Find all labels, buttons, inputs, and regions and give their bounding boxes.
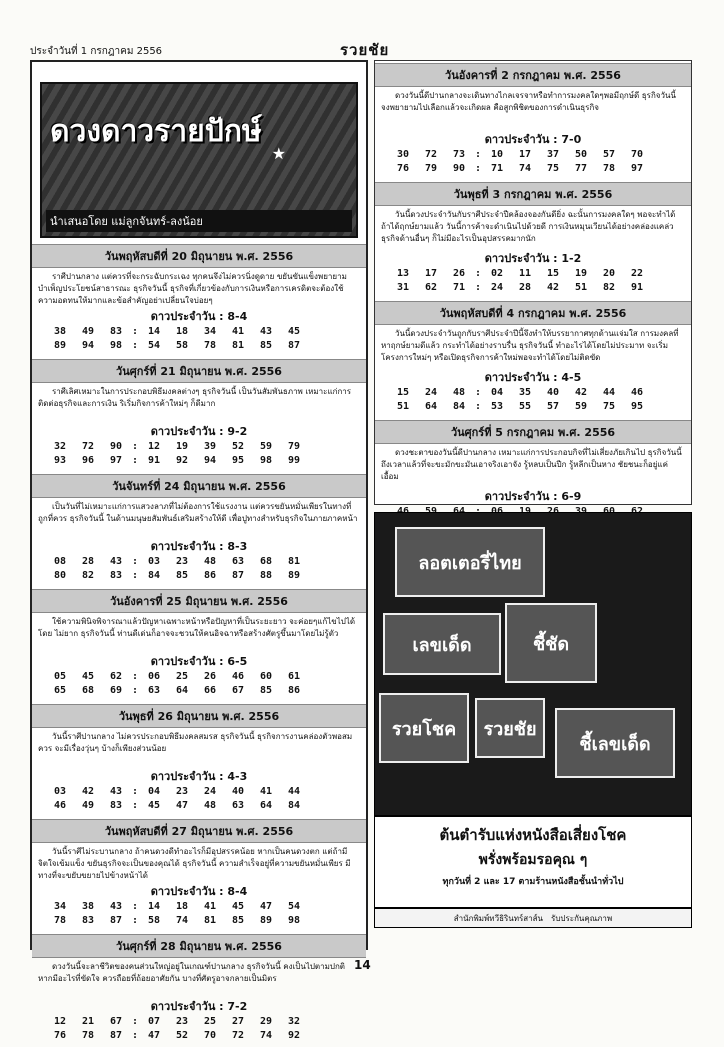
lucky-number: 87 bbox=[109, 1030, 123, 1041]
lucky-number: 30 bbox=[396, 149, 410, 160]
lucky-number: 57 bbox=[546, 401, 560, 412]
lucky-number: 95 bbox=[231, 455, 245, 466]
lucky-number: 10 bbox=[490, 149, 504, 160]
lucky-number-row bbox=[389, 282, 683, 296]
number-separator: : bbox=[474, 268, 482, 279]
magazine-covers-photo bbox=[374, 512, 692, 816]
lucky-number-grid bbox=[32, 326, 366, 357]
lucky-number-row bbox=[389, 163, 683, 177]
lucky-number: 91 bbox=[147, 455, 161, 466]
lucky-number: 86 bbox=[203, 570, 217, 581]
lucky-number: 43 bbox=[109, 786, 123, 797]
lucky-number-grid bbox=[32, 556, 366, 587]
day-forecast-text: วันนี้ราศีปานกลาง ไม่ควรประกอบพิธีมงคลสมรส ธุรกิจวันนี้ ธุรกิจการงานคล่องตัวพอสม ควร จะมีเรื่องวุ่นๆ บ้างก็เพียงส่วนน้อย bbox=[38, 732, 353, 753]
lucky-number: 67 bbox=[231, 685, 245, 696]
lucky-number: 66 bbox=[203, 685, 217, 696]
lucky-number: 45 bbox=[81, 671, 95, 682]
lucky-number-row bbox=[46, 556, 358, 570]
lucky-number: 84 bbox=[287, 800, 301, 811]
lucky-number: 17 bbox=[518, 149, 532, 160]
left-day-list bbox=[32, 244, 366, 1047]
day-heading: วันจันทร์ที่ 24 มิถุนายน พ.ศ. 2556 bbox=[32, 474, 366, 498]
lucky-number: 23 bbox=[175, 786, 189, 797]
magazine-cover: ชี้เลขเด็ด bbox=[555, 708, 675, 778]
lucky-number: 48 bbox=[203, 556, 217, 567]
lucky-number: 42 bbox=[546, 282, 560, 293]
lucky-number-grid bbox=[32, 786, 366, 817]
banner-presenter: นำเสนอโดย แม่ลูกจันทร์-ลงน้อย bbox=[46, 210, 352, 232]
lucky-number: 29 bbox=[259, 1016, 273, 1027]
lucky-number: 70 bbox=[630, 149, 644, 160]
promo-headline: ต้นตำรับแห่งหนังสือเสี่ยงโชค bbox=[439, 826, 627, 844]
star-icon: ★ bbox=[271, 144, 286, 163]
lucky-number: 61 bbox=[287, 671, 301, 682]
publisher-credit bbox=[374, 908, 692, 928]
day-heading: วันพฤหัสบดีที่ 4 กรกฎาคม พ.ศ. 2556 bbox=[375, 301, 691, 325]
number-separator: : bbox=[474, 401, 482, 412]
day-heading: วันอังคารที่ 2 กรกฎาคม พ.ศ. 2556 bbox=[375, 63, 691, 87]
day-forecast-text: ใช้ความพินิจพิจารณาแล้วปัญหาเฉพาะหน้าหรือปัญหาที่เป็นระยะยาว จะค่อยๆแก้ไขไปได้โดย ไม่ยาก ธุรกิจวันนี้ ท่านดีเด่นก็อาจจะชวนให้คนอิจฉาหรือสร้างศัตรูขึ้นมาโดยไม่รู้ตัว bbox=[38, 617, 356, 638]
day-heading: วันอังคารที่ 25 มิถุนายน พ.ศ. 2556 bbox=[32, 589, 366, 613]
daily-star-label: ดาวประจำวัน : 6-5 bbox=[150, 655, 248, 668]
lucky-number: 59 bbox=[259, 441, 273, 452]
lucky-number: 95 bbox=[630, 401, 644, 412]
lucky-number: 45 bbox=[231, 901, 245, 912]
promo-schedule: ทุกวันที่ 2 และ 17 ตามร้านหนังสือชั้นนำทั่วไป bbox=[442, 877, 624, 887]
number-separator: : bbox=[474, 149, 482, 160]
lucky-number-grid bbox=[32, 1016, 366, 1047]
number-separator: : bbox=[131, 1016, 139, 1027]
lucky-number: 62 bbox=[424, 282, 438, 293]
lucky-number: 43 bbox=[109, 901, 123, 912]
lucky-number: 41 bbox=[203, 901, 217, 912]
lucky-number: 19 bbox=[574, 268, 588, 279]
lucky-number: 35 bbox=[518, 387, 532, 398]
lucky-number: 51 bbox=[396, 401, 410, 412]
lucky-number: 64 bbox=[259, 800, 273, 811]
lucky-number: 97 bbox=[109, 455, 123, 466]
daily-star-label: ดาวประจำวัน : 6-9 bbox=[484, 490, 582, 503]
lucky-number: 75 bbox=[546, 163, 560, 174]
lucky-number: 72 bbox=[231, 1030, 245, 1041]
daily-star-label: ดาวประจำวัน : 4-3 bbox=[150, 770, 248, 783]
lucky-number: 42 bbox=[81, 786, 95, 797]
day-forecast-text: ดวงวันนี้ดีปานกลางจะเดินทางไกลเจรจาหรือทำการมงคลใดๆพอมีฤกษ์ดี ธุรกิจวันนี้ จงพยายามไปเลือกแล้วจะเกิดผล คือสูกพิชิตของการดำเนินธุรกิจ bbox=[381, 91, 676, 112]
lucky-number: 44 bbox=[602, 387, 616, 398]
lucky-number: 04 bbox=[147, 786, 161, 797]
lucky-number: 23 bbox=[175, 556, 189, 567]
lucky-number: 65 bbox=[53, 685, 67, 696]
lucky-number: 41 bbox=[259, 786, 273, 797]
lucky-number: 68 bbox=[81, 685, 95, 696]
lucky-number: 46 bbox=[630, 387, 644, 398]
lucky-number: 92 bbox=[175, 455, 189, 466]
lucky-number: 98 bbox=[287, 915, 301, 926]
number-separator: : bbox=[131, 915, 139, 926]
lucky-number: 26 bbox=[452, 268, 466, 279]
magazine-cover: ชี้ชัด bbox=[505, 603, 597, 683]
lucky-number: 82 bbox=[602, 282, 616, 293]
lucky-number: 54 bbox=[287, 901, 301, 912]
lucky-number: 69 bbox=[109, 685, 123, 696]
lucky-number: 39 bbox=[203, 441, 217, 452]
lucky-number-grid bbox=[375, 268, 691, 299]
lucky-number: 85 bbox=[175, 570, 189, 581]
lucky-number: 03 bbox=[147, 556, 161, 567]
lucky-number: 73 bbox=[452, 149, 466, 160]
number-separator: : bbox=[474, 387, 482, 398]
lucky-number: 46 bbox=[53, 800, 67, 811]
lucky-number: 70 bbox=[203, 1030, 217, 1041]
lucky-number: 74 bbox=[175, 915, 189, 926]
lucky-number: 02 bbox=[490, 268, 504, 279]
lucky-number: 78 bbox=[53, 915, 67, 926]
lucky-number: 47 bbox=[175, 800, 189, 811]
lucky-number: 67 bbox=[109, 1016, 123, 1027]
lucky-number: 41 bbox=[231, 326, 245, 337]
lucky-number: 11 bbox=[518, 268, 532, 279]
day-heading: วันศุกร์ที่ 5 กรกฎาคม พ.ศ. 2556 bbox=[375, 420, 691, 444]
lucky-number: 58 bbox=[147, 915, 161, 926]
lucky-number: 92 bbox=[287, 1030, 301, 1041]
lucky-number: 52 bbox=[175, 1030, 189, 1041]
lucky-number: 64 bbox=[175, 685, 189, 696]
day-heading: วันพฤหัสบดีที่ 27 มิถุนายน พ.ศ. 2556 bbox=[32, 819, 366, 843]
right-day-list bbox=[375, 63, 691, 537]
lucky-number-row bbox=[46, 1016, 358, 1030]
lucky-number: 59 bbox=[574, 401, 588, 412]
lucky-number: 37 bbox=[546, 149, 560, 160]
lucky-number: 15 bbox=[396, 387, 410, 398]
lucky-number: 17 bbox=[424, 268, 438, 279]
lucky-number: 53 bbox=[490, 401, 504, 412]
lucky-number-row bbox=[389, 149, 683, 163]
magazine-cover: เลขเด็ด bbox=[383, 613, 501, 675]
lucky-number: 96 bbox=[81, 455, 95, 466]
lucky-number-grid bbox=[32, 671, 366, 702]
lucky-number-row bbox=[46, 326, 358, 340]
lucky-number-row bbox=[46, 685, 358, 699]
day-forecast-text: วันนี้ดวงประจำวันกับราศีประจำปีคล้องจองกันดียิ่ง ฉะนั้นการมงคลใดๆ พอจะทำได้ ถ้าได้ฤกษ์ยามแล้ว วันนี้การค้าจะดำเนินไปด้วยดี การเงินหมุนเวียนได้อย่างคล่องแคล่ว ธุรกิจด้านอื่นๆ ก็ไม่มีอะไรเป็นอุปสรรคมากนัก bbox=[381, 210, 676, 243]
day-forecast-text: วันนี้ราศีไม่ระบานกลาง ถ้าคนดวงดีทำอะไรก็มีอุปสรรคน้อย หากเป็นคนดวงตก แต่ถ้ามีจิตใจเข้มแข็ง ขยันธุรกิจจะเป็นของคุณได้ ธุรกิจวันนี้ ความสำเร็จอยู่ที่ความขยันหมั่นเพียร มีทางที่จะขยับขยายไปข้างหน้าได้ bbox=[38, 847, 351, 880]
lucky-number: 98 bbox=[109, 340, 123, 351]
lucky-number-grid bbox=[375, 387, 691, 418]
lucky-number: 81 bbox=[287, 556, 301, 567]
lucky-number-row bbox=[46, 441, 358, 455]
lucky-number: 28 bbox=[518, 282, 532, 293]
lucky-number-row bbox=[389, 401, 683, 415]
lucky-number-row bbox=[46, 455, 358, 469]
lucky-number: 62 bbox=[109, 671, 123, 682]
lucky-number: 32 bbox=[287, 1016, 301, 1027]
lucky-number: 25 bbox=[175, 671, 189, 682]
daily-star-label: ดาวประจำวัน : 4-5 bbox=[484, 371, 582, 384]
number-separator: : bbox=[131, 441, 139, 452]
lucky-number: 34 bbox=[53, 901, 67, 912]
lucky-number: 64 bbox=[424, 401, 438, 412]
lucky-number: 57 bbox=[602, 149, 616, 160]
lucky-number: 24 bbox=[203, 786, 217, 797]
lucky-number: 60 bbox=[259, 671, 273, 682]
lucky-number: 87 bbox=[109, 915, 123, 926]
lucky-number: 75 bbox=[602, 401, 616, 412]
magazine-cover: รวยโชค bbox=[379, 693, 469, 763]
lucky-number-grid bbox=[32, 901, 366, 932]
promo-box bbox=[374, 816, 692, 908]
lucky-number: 24 bbox=[490, 282, 504, 293]
lucky-number: 26 bbox=[203, 671, 217, 682]
number-separator: : bbox=[131, 570, 139, 581]
day-forecast-text: ดวงชะตาของวันนี้ดีปานกลาง เหมาะแก่การประกอบกิจที่ไม่เสี่ยงภัยเกินไป ธุรกิจวันนี้ ถึงเวลาแล้วที่จะขะมักขะมันเอาจริงเอาจัง รู้หลบเป็นปีก รู้หลีกเป็นหาง ชัยชนะก็อยู่แค่เอื้อม bbox=[381, 448, 682, 481]
lucky-number: 21 bbox=[81, 1016, 95, 1027]
lucky-number-row bbox=[46, 800, 358, 814]
lucky-number-row bbox=[46, 671, 358, 685]
lucky-number: 18 bbox=[175, 901, 189, 912]
lucky-number-grid bbox=[32, 441, 366, 472]
lucky-number: 79 bbox=[424, 163, 438, 174]
lucky-number: 76 bbox=[53, 1030, 67, 1041]
lucky-number: 08 bbox=[53, 556, 67, 567]
day-forecast-text: ราศีเลิศเหมาะในการประกอบพิธีมงคลต่างๆ ธุรกิจวันนี้ เป็นวันสัมพันธภาพ เหมาะแก่การติดต่อธุรกิจและการเงิน ริเริ่มกิจการค้าใหม่ๆ ก็ดีมาก bbox=[38, 387, 352, 408]
number-separator: : bbox=[131, 340, 139, 351]
lucky-number: 48 bbox=[452, 387, 466, 398]
publisher-name: สำนักพิมพ์ทวีธิรินทร์สาส์น bbox=[453, 913, 544, 923]
lucky-number: 24 bbox=[424, 387, 438, 398]
number-separator: : bbox=[131, 685, 139, 696]
lucky-number: 72 bbox=[81, 441, 95, 452]
lucky-number: 83 bbox=[109, 326, 123, 337]
lucky-number: 77 bbox=[574, 163, 588, 174]
lucky-number: 84 bbox=[147, 570, 161, 581]
day-heading: วันศุกร์ที่ 21 มิถุนายน พ.ศ. 2556 bbox=[32, 359, 366, 383]
number-separator: : bbox=[131, 455, 139, 466]
day-forecast-text: ราศีปานกลาง แต่ควรที่จะกระฉับกระเฉง ทุกคนจึงไม่ควรนิ่งดูดาย ขยันขันแข็งพยายามบำเพ็ญประโยชน์สาธารณะ ธุรกิจวันนี้ ธุรกิจที่เกี่ยวข้องกับการเงินหรือการเครดิตจะต้องใช้ความอดทนให้มากและข้อสำคัญอย่าเปลี่ยนใจบ่อยๆ bbox=[38, 272, 347, 305]
lucky-number-row bbox=[46, 901, 358, 915]
lucky-number: 90 bbox=[452, 163, 466, 174]
lucky-number: 38 bbox=[53, 326, 67, 337]
lucky-number: 54 bbox=[147, 340, 161, 351]
left-column bbox=[30, 60, 368, 1041]
lucky-number: 82 bbox=[81, 570, 95, 581]
lucky-number: 22 bbox=[630, 268, 644, 279]
lucky-number: 87 bbox=[231, 570, 245, 581]
lucky-number: 85 bbox=[259, 340, 273, 351]
lucky-number: 04 bbox=[490, 387, 504, 398]
lucky-number: 40 bbox=[231, 786, 245, 797]
daily-star-label: ดาวประจำวัน : 8-3 bbox=[150, 540, 248, 553]
lucky-number: 74 bbox=[518, 163, 532, 174]
lucky-number: 83 bbox=[109, 570, 123, 581]
day-heading: วันพฤหัสบดีที่ 20 มิถุนายน พ.ศ. 2556 bbox=[32, 244, 366, 268]
lucky-number: 80 bbox=[53, 570, 67, 581]
lucky-number: 81 bbox=[203, 915, 217, 926]
horoscope-banner bbox=[40, 82, 358, 238]
lucky-number: 43 bbox=[109, 556, 123, 567]
lucky-number: 25 bbox=[203, 1016, 217, 1027]
lucky-number: 31 bbox=[396, 282, 410, 293]
number-separator: : bbox=[131, 326, 139, 337]
number-separator: : bbox=[474, 282, 482, 293]
lucky-number: 52 bbox=[231, 441, 245, 452]
lucky-number: 23 bbox=[175, 1016, 189, 1027]
lucky-number: 86 bbox=[287, 685, 301, 696]
magazine-cover: ลอตเตอรี่ไทย bbox=[395, 527, 545, 597]
lucky-number: 19 bbox=[175, 441, 189, 452]
lucky-number: 72 bbox=[424, 149, 438, 160]
magazine-logo: รวยชัย bbox=[340, 41, 390, 59]
lucky-number: 44 bbox=[287, 786, 301, 797]
lucky-number: 90 bbox=[109, 441, 123, 452]
lucky-number: 43 bbox=[259, 326, 273, 337]
lucky-number: 89 bbox=[287, 570, 301, 581]
lucky-number: 12 bbox=[53, 1016, 67, 1027]
lucky-number: 85 bbox=[259, 685, 273, 696]
daily-star-label: ดาวประจำวัน : 8-4 bbox=[150, 310, 248, 323]
lucky-number: 83 bbox=[109, 800, 123, 811]
right-column bbox=[374, 60, 692, 505]
lucky-number-row bbox=[46, 1030, 358, 1044]
lucky-number: 45 bbox=[147, 800, 161, 811]
lucky-number-row bbox=[46, 915, 358, 929]
lucky-number: 49 bbox=[81, 326, 95, 337]
lucky-number: 83 bbox=[81, 915, 95, 926]
lucky-number: 47 bbox=[259, 901, 273, 912]
lucky-number-row bbox=[389, 387, 683, 401]
lucky-number: 06 bbox=[147, 671, 161, 682]
number-separator: : bbox=[474, 163, 482, 174]
issue-date: ประจำวันที่ 1 กรกฎาคม 2556 bbox=[30, 46, 163, 57]
lucky-number: 87 bbox=[287, 340, 301, 351]
lucky-number-row bbox=[46, 340, 358, 354]
page-number: 14 bbox=[354, 958, 371, 972]
number-separator: : bbox=[131, 901, 139, 912]
lucky-number: 49 bbox=[81, 800, 95, 811]
day-forecast-text: ดวงวันนี้จะลาชีวิตของคนส่วนใหญ่อยู่ในเกณฑ์ปานกลาง ธุรกิจวันนี้ คงเป็นไปตามปกติ หากมีอะไรที่ขัดใจ ควรถือยที่ถ้อยอาศัยกัน บางที่ศัตรูอาจกลายเป็นมิตร bbox=[38, 962, 345, 983]
number-separator: : bbox=[131, 800, 139, 811]
lucky-number: 14 bbox=[147, 326, 161, 337]
lucky-number: 18 bbox=[175, 326, 189, 337]
lucky-number: 78 bbox=[81, 1030, 95, 1041]
daily-star-label: ดาวประจำวัน : 1-2 bbox=[484, 252, 582, 265]
day-heading: วันพุธที่ 26 มิถุนายน พ.ศ. 2556 bbox=[32, 704, 366, 728]
lucky-number: 78 bbox=[203, 340, 217, 351]
lucky-number: 99 bbox=[287, 455, 301, 466]
lucky-number: 89 bbox=[259, 915, 273, 926]
lucky-number: 40 bbox=[546, 387, 560, 398]
lucky-number-grid bbox=[375, 149, 691, 180]
lucky-number: 15 bbox=[546, 268, 560, 279]
lucky-number: 27 bbox=[231, 1016, 245, 1027]
day-heading: วันศุกร์ที่ 28 มิถุนายน พ.ศ. 2556 bbox=[32, 934, 366, 958]
magazine-cover: รวยชัย bbox=[475, 698, 545, 758]
lucky-number: 47 bbox=[147, 1030, 161, 1041]
lucky-number: 58 bbox=[175, 340, 189, 351]
lucky-number: 89 bbox=[53, 340, 67, 351]
lucky-number: 68 bbox=[259, 556, 273, 567]
banner-title: ดวงดาวรายปักษ์ bbox=[50, 114, 262, 149]
day-heading: วันพุธที่ 3 กรกฎาคม พ.ศ. 2556 bbox=[375, 182, 691, 206]
lucky-number: 34 bbox=[203, 326, 217, 337]
day-forecast-text: เป็นวันที่ไม่เหมาะแก่การแสวงลาภที่ไม่ต้องการใช้แรงงาน แต่ควรขยันหมั่นเพียรในทางที่ถูกที่ควร ธุรกิจวันนี้ ในด้านมนุษยสัมพันธ์เสริมสร้างให้ดี เพื่อปูทางสำหรับธุรกิจในภายภาคหน้า bbox=[38, 502, 358, 523]
lucky-number: 71 bbox=[452, 282, 466, 293]
lucky-number: 32 bbox=[53, 441, 67, 452]
lucky-number: 91 bbox=[630, 282, 644, 293]
number-separator: : bbox=[131, 1030, 139, 1041]
lucky-number: 55 bbox=[518, 401, 532, 412]
lucky-number: 12 bbox=[147, 441, 161, 452]
lucky-number-row bbox=[389, 268, 683, 282]
lucky-number: 63 bbox=[147, 685, 161, 696]
lucky-number: 97 bbox=[630, 163, 644, 174]
lucky-number: 88 bbox=[259, 570, 273, 581]
lucky-number: 50 bbox=[574, 149, 588, 160]
lucky-number: 94 bbox=[81, 340, 95, 351]
lucky-number: 79 bbox=[287, 441, 301, 452]
lucky-number: 28 bbox=[81, 556, 95, 567]
number-separator: : bbox=[131, 671, 139, 682]
lucky-number: 93 bbox=[53, 455, 67, 466]
number-separator: : bbox=[131, 556, 139, 567]
lucky-number: 42 bbox=[574, 387, 588, 398]
lucky-number: 84 bbox=[452, 401, 466, 412]
lucky-number: 51 bbox=[574, 282, 588, 293]
lucky-number: 03 bbox=[53, 786, 67, 797]
lucky-number: 94 bbox=[203, 455, 217, 466]
lucky-number-row bbox=[46, 786, 358, 800]
lucky-number: 20 bbox=[602, 268, 616, 279]
lucky-number-row bbox=[46, 570, 358, 584]
lucky-number: 98 bbox=[259, 455, 273, 466]
lucky-number: 48 bbox=[203, 800, 217, 811]
lucky-number: 05 bbox=[53, 671, 67, 682]
daily-star-label: ดาวประจำวัน : 7-2 bbox=[150, 1000, 248, 1013]
quality-guarantee: รับประกันคุณภาพ bbox=[551, 913, 613, 923]
lucky-number: 81 bbox=[231, 340, 245, 351]
daily-star-label: ดาวประจำวัน : 9-2 bbox=[150, 425, 248, 438]
lucky-number: 85 bbox=[231, 915, 245, 926]
lucky-number: 74 bbox=[259, 1030, 273, 1041]
lucky-number: 63 bbox=[231, 800, 245, 811]
lucky-number: 76 bbox=[396, 163, 410, 174]
daily-star-label: ดาวประจำวัน : 7-0 bbox=[484, 133, 582, 146]
day-forecast-text: วันนี้ดวงประจำวันถูกกับราศีประจำปีนี้จึงทำให้บรรยากาศทุกด้านแจ่มใส การมงคลที่หาฤกษ์ยามดีแล้ว กระทำได้อย่างราบรื่น ธุรกิจวันนี้ ทำอะไรได้โดยไม่ประมาท จะเริ่มโครงการใหม่ๆ หรือเปิดธุรกิจการค้าใหม่พอจะทำได้โดยไม่ติดขัด bbox=[381, 329, 679, 362]
number-separator: : bbox=[131, 786, 139, 797]
lucky-number: 14 bbox=[147, 901, 161, 912]
promo-subheadline: พรั่งพร้อมรอคุณ ๆ bbox=[478, 852, 588, 868]
lucky-number: 46 bbox=[231, 671, 245, 682]
lucky-number: 38 bbox=[81, 901, 95, 912]
lucky-number: 45 bbox=[287, 326, 301, 337]
lucky-number: 07 bbox=[147, 1016, 161, 1027]
lucky-number: 63 bbox=[231, 556, 245, 567]
daily-star-label: ดาวประจำวัน : 8-4 bbox=[150, 885, 248, 898]
lucky-number: 78 bbox=[602, 163, 616, 174]
lucky-number: 71 bbox=[490, 163, 504, 174]
lucky-number: 13 bbox=[396, 268, 410, 279]
